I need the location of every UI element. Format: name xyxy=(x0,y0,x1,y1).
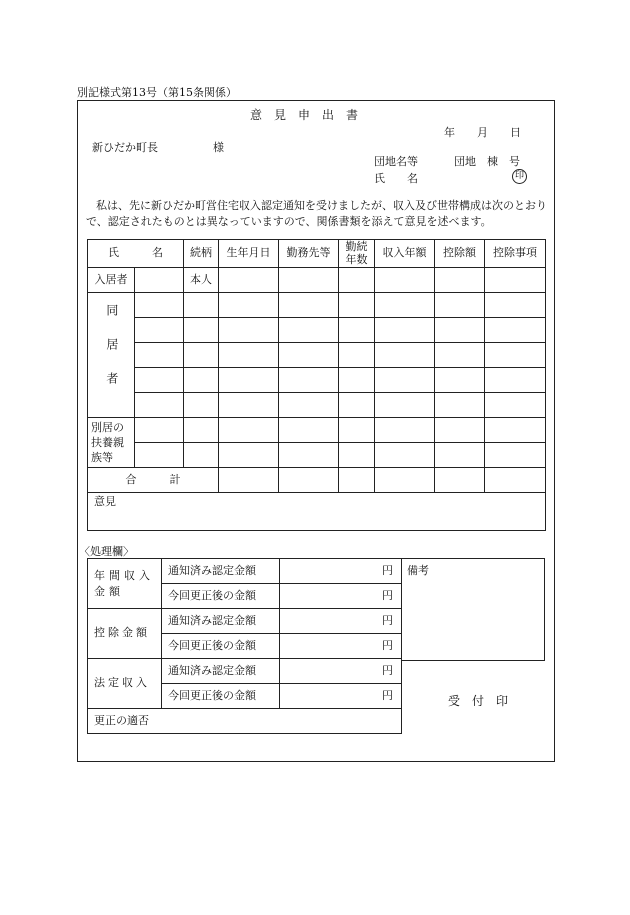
cell[interactable] xyxy=(219,393,279,418)
cell[interactable] xyxy=(339,418,375,443)
amount-field[interactable]: 円 xyxy=(280,584,402,609)
cell[interactable] xyxy=(279,293,339,318)
header-row xyxy=(88,240,546,268)
processing-section-label: 〈処理欄〉 xyxy=(79,545,134,558)
cell[interactable] xyxy=(135,418,184,443)
cell[interactable] xyxy=(485,393,546,418)
remarks-box[interactable] xyxy=(401,558,545,661)
cell[interactable] xyxy=(219,293,279,318)
cell[interactable] xyxy=(339,318,375,343)
cell[interactable] xyxy=(435,343,485,368)
row-label: 通知済み認定金額 xyxy=(162,609,280,634)
deduction-amount-label: 控除金額 xyxy=(88,609,162,659)
correction-label: 更正の適否 xyxy=(88,709,402,734)
cell[interactable] xyxy=(279,268,339,293)
form-title: 意 見 申 出 書 xyxy=(250,108,359,122)
opinion-field[interactable] xyxy=(88,493,546,531)
cell[interactable] xyxy=(339,268,375,293)
cell[interactable] xyxy=(184,293,219,318)
cell[interactable] xyxy=(435,468,485,493)
processing-table xyxy=(87,558,402,734)
addressee: 新ひだか町長 様 xyxy=(92,141,224,154)
header-years-employed: 勤続年数 xyxy=(339,240,375,268)
cell[interactable] xyxy=(435,443,485,468)
cohabitant-row xyxy=(88,368,546,393)
cell[interactable] xyxy=(135,343,184,368)
cohabitant-row xyxy=(88,393,546,418)
cell[interactable] xyxy=(375,443,435,468)
amount-field[interactable]: 円 xyxy=(280,634,402,659)
header-workplace: 勤務先等 xyxy=(279,240,339,268)
statement: 私は、先に新ひだか町営住宅収入認定通知を受けましたが、収入及び世帯構成は次のとおりで、認定されたものとは異なっていますので、関係書類を添えて意見を述べます。 xyxy=(86,199,547,228)
cell[interactable] xyxy=(279,368,339,393)
complex-label: 団地名等 xyxy=(374,155,418,168)
cell[interactable] xyxy=(339,443,375,468)
remarks-label: 備考 xyxy=(407,564,429,577)
cell[interactable] xyxy=(135,268,184,293)
header-deduction-items: 控除事項 xyxy=(485,240,546,268)
header-relation: 続柄 xyxy=(184,240,219,268)
cell[interactable] xyxy=(135,293,184,318)
cell[interactable] xyxy=(375,468,435,493)
cell[interactable] xyxy=(485,343,546,368)
cell[interactable] xyxy=(279,343,339,368)
annual-income-label: 年間収入金額 xyxy=(88,559,162,609)
cell[interactable] xyxy=(279,443,339,468)
processing-row xyxy=(88,559,402,584)
cell[interactable] xyxy=(339,393,375,418)
cell[interactable] xyxy=(279,418,339,443)
amount-field[interactable]: 円 xyxy=(280,559,402,584)
cell[interactable] xyxy=(184,393,219,418)
row-label: 今回更正後の金額 xyxy=(162,684,280,709)
dependents-row xyxy=(88,418,546,443)
cell[interactable] xyxy=(485,443,546,468)
resident-relation: 本人 xyxy=(184,268,219,293)
processing-row xyxy=(88,659,402,684)
cell[interactable] xyxy=(485,318,546,343)
cell[interactable] xyxy=(219,443,279,468)
row-label: 通知済み認定金額 xyxy=(162,559,280,584)
cell[interactable] xyxy=(184,443,219,468)
total-row xyxy=(88,468,546,493)
cohabitant-row xyxy=(88,318,546,343)
building-label: 団地 棟 号 xyxy=(454,155,520,168)
cell[interactable] xyxy=(435,318,485,343)
cell[interactable] xyxy=(184,318,219,343)
resident-label: 入居者 xyxy=(88,268,135,293)
cell[interactable] xyxy=(184,418,219,443)
cell[interactable] xyxy=(339,343,375,368)
total-label: 合 計 xyxy=(88,468,219,493)
opinion-label: 意見 xyxy=(94,495,116,508)
cell[interactable] xyxy=(485,368,546,393)
cohabitant-row xyxy=(88,293,546,318)
processing-row xyxy=(88,609,402,634)
dependents-row xyxy=(88,443,546,468)
cell[interactable] xyxy=(184,343,219,368)
dependents-label: 別居の扶養親族等 xyxy=(88,418,135,468)
cell[interactable] xyxy=(375,418,435,443)
date-line: 年 月 日 xyxy=(444,126,521,139)
row-label: 今回更正後の金額 xyxy=(162,634,280,659)
cell[interactable] xyxy=(435,418,485,443)
cell[interactable] xyxy=(135,368,184,393)
header-annual-income: 収入年額 xyxy=(375,240,435,268)
seal-mark: 印 xyxy=(512,169,527,184)
row-label: 通知済み認定金額 xyxy=(162,659,280,684)
cell[interactable] xyxy=(184,368,219,393)
cell[interactable] xyxy=(279,393,339,418)
cell[interactable] xyxy=(219,418,279,443)
cell[interactable] xyxy=(375,318,435,343)
amount-field[interactable]: 円 xyxy=(280,684,402,709)
cell[interactable] xyxy=(219,368,279,393)
cell[interactable] xyxy=(135,318,184,343)
cell[interactable] xyxy=(219,318,279,343)
cell[interactable] xyxy=(219,268,279,293)
cell[interactable] xyxy=(219,468,279,493)
cell[interactable] xyxy=(135,393,184,418)
cell[interactable] xyxy=(135,443,184,468)
cell[interactable] xyxy=(375,268,435,293)
cell[interactable] xyxy=(485,468,546,493)
cohabitant-row xyxy=(88,343,546,368)
cell[interactable] xyxy=(435,293,485,318)
amount-field[interactable]: 円 xyxy=(280,659,402,684)
amount-field[interactable]: 円 xyxy=(280,609,402,634)
cell[interactable] xyxy=(485,268,546,293)
header-birthdate: 生年月日 xyxy=(219,240,279,268)
cell[interactable] xyxy=(339,293,375,318)
cell[interactable] xyxy=(279,318,339,343)
row-label: 今回更正後の金額 xyxy=(162,584,280,609)
cell[interactable] xyxy=(485,418,546,443)
cell[interactable] xyxy=(339,468,375,493)
opinion-row xyxy=(88,493,546,531)
form-number: 別記様式第13号（第15条関係） xyxy=(77,86,237,99)
household-table xyxy=(87,239,546,531)
cell[interactable] xyxy=(435,393,485,418)
header-name: 氏 名 xyxy=(88,240,184,268)
receipt-stamp-label: 受 付 印 xyxy=(448,694,509,708)
resident-row xyxy=(88,268,546,293)
cell[interactable] xyxy=(219,343,279,368)
cell[interactable] xyxy=(375,368,435,393)
cell[interactable] xyxy=(375,293,435,318)
cell[interactable] xyxy=(435,368,485,393)
cell[interactable] xyxy=(279,468,339,493)
cell[interactable] xyxy=(339,368,375,393)
correction-row xyxy=(88,709,402,734)
cell[interactable] xyxy=(375,393,435,418)
cell[interactable] xyxy=(435,268,485,293)
cohabitant-label: 同居者 xyxy=(88,293,135,418)
header-deduction: 控除額 xyxy=(435,240,485,268)
name-label: 氏 名 xyxy=(374,172,418,185)
cell[interactable] xyxy=(485,293,546,318)
statutory-income-label: 法定収入 xyxy=(88,659,162,709)
cell[interactable] xyxy=(375,343,435,368)
